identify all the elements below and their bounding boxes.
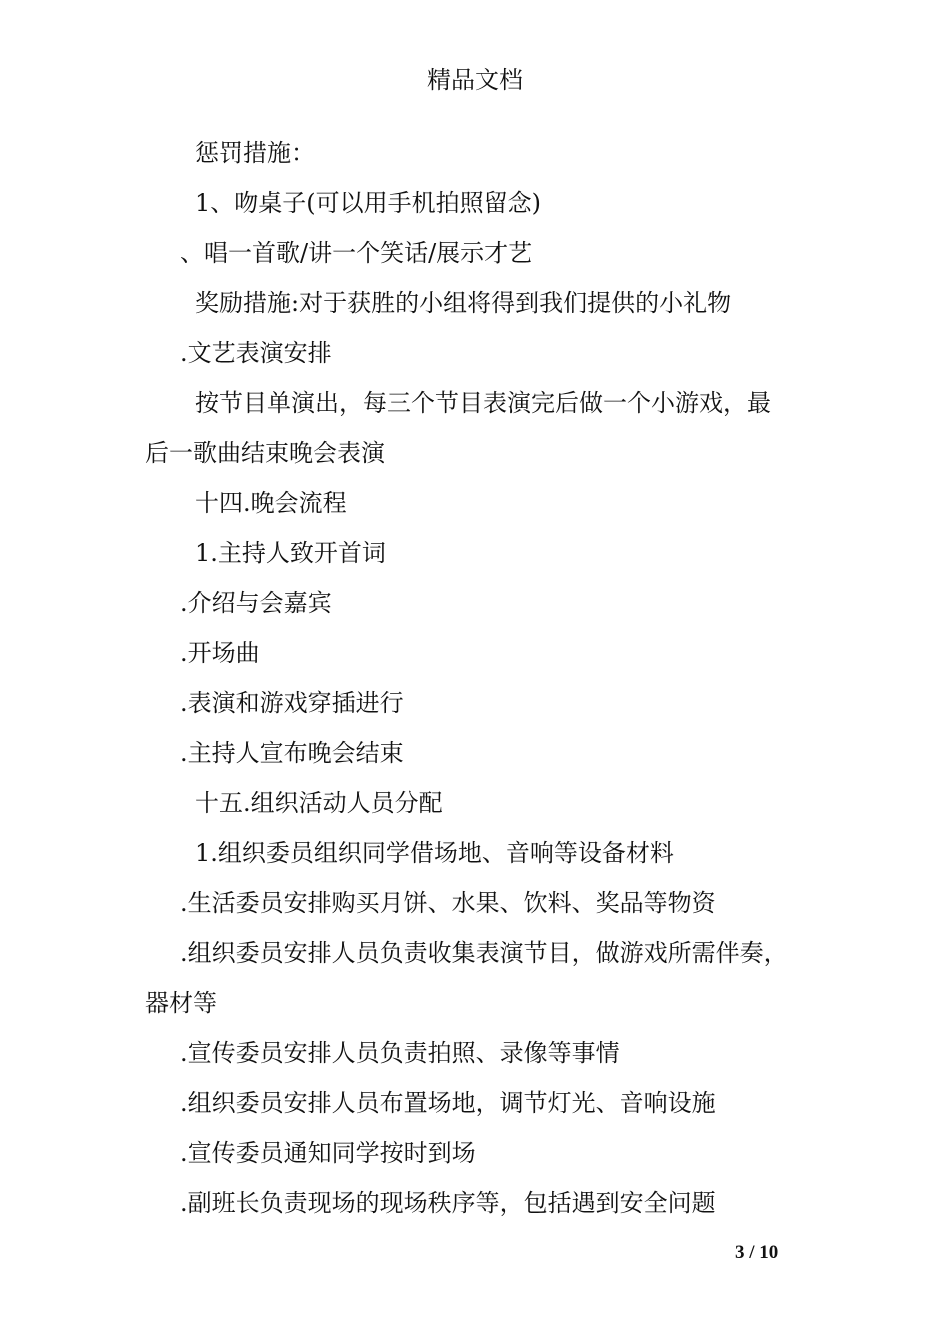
text-line: 1.主持人致开首词 [195, 539, 386, 567]
text-line: 惩罚措施： [195, 139, 315, 167]
text-line: 器材等 [145, 989, 217, 1017]
text-line: .组织委员安排人员布置场地，调节灯光、音响设施 [180, 1089, 716, 1117]
text-line: .开场曲 [180, 639, 260, 667]
text-line: 1、吻桌子(可以用手机拍照留念) [195, 189, 541, 217]
text-line: 十四.晚会流程 [195, 489, 347, 517]
text-line: .介绍与会嘉宾 [180, 589, 332, 617]
text-line: 1.组织委员组织同学借场地、音响等设备材料 [195, 839, 674, 867]
text-line: .主持人宣布晚会结束 [180, 739, 404, 767]
text-line: .宣传委员安排人员负责拍照、录像等事情 [180, 1039, 620, 1067]
document-header: 精品文档 [427, 66, 523, 94]
text-line: .宣传委员通知同学按时到场 [180, 1139, 476, 1167]
text-line: 按节目单演出，每三个节目表演完后做一个小游戏，最 [195, 389, 771, 417]
text-line: .生活委员安排购买月饼、水果、饮料、奖品等物资 [180, 889, 716, 917]
text-line: .文艺表演安排 [180, 339, 332, 367]
text-line: 、唱一首歌/讲一个笑话/展示才艺 [180, 239, 533, 267]
page-number: 3 / 10 [735, 1242, 779, 1263]
text-line: 后一歌曲结束晚会表演 [145, 439, 385, 467]
text-line: .副班长负责现场的现场秩序等，包括遇到安全问题 [180, 1189, 716, 1217]
text-line: .表演和游戏穿插进行 [180, 689, 404, 717]
text-line: 十五.组织活动人员分配 [195, 789, 443, 817]
text-line: 奖励措施:对于获胜的小组将得到我们提供的小礼物 [195, 289, 732, 317]
document-body [145, 128, 845, 1228]
text-line: .组织委员安排人员负责收集表演节目，做游戏所需伴奏， [180, 939, 788, 967]
